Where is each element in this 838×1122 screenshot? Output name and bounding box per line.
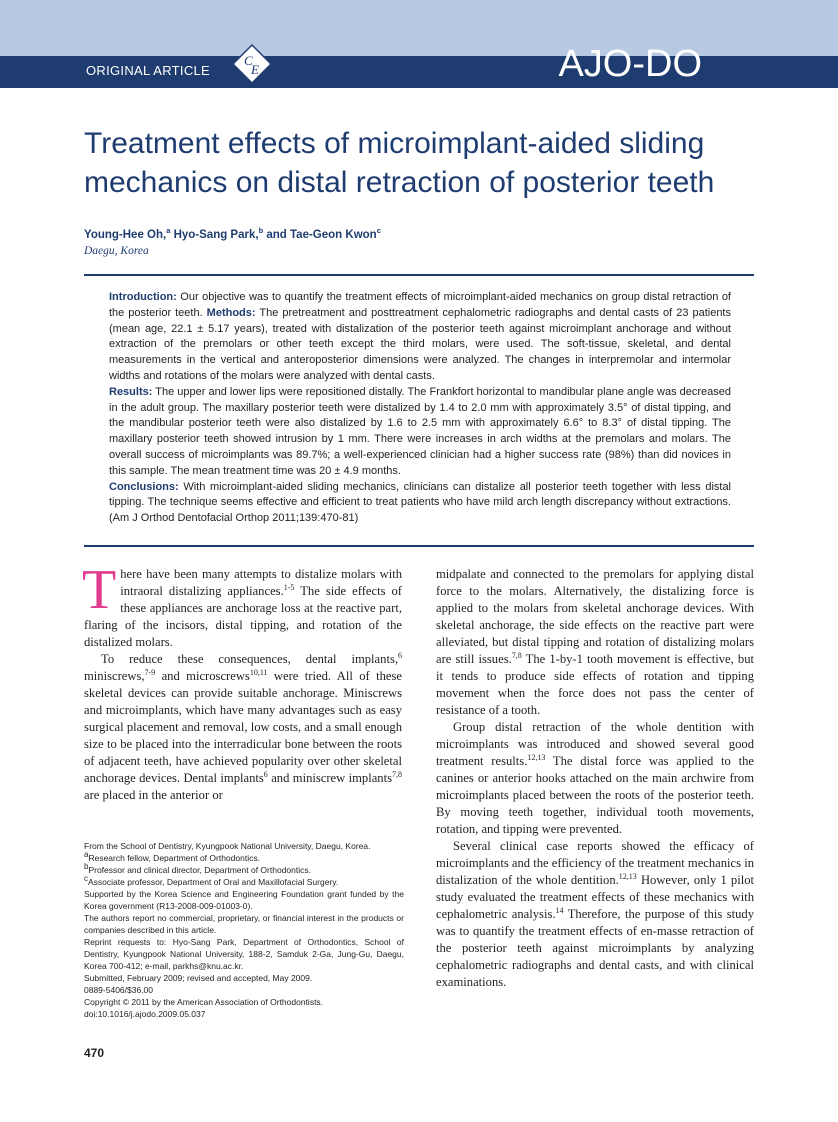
body-text: However, only 1 pilot study evaluated the treatment effects of these mechanics with cephalometric analysis.	[436, 873, 754, 921]
footnote-text: Research fellow, Department of Orthodontics.	[88, 853, 260, 863]
author-name: Hyo-Sang Park,	[170, 229, 259, 241]
ce-badge-e: E	[251, 62, 259, 77]
abstract-methods-text: The pretreatment and posttreatment cephalometric radiographs and dental casts of 23 patients (mean age, 22.1 ± 5.17 years), treated with distalization of the posterior teeth against microimplant anchorage and without extraction of the premolars or other teeth except the third molars, were used. The soft-tissue, skeletal, and dental measurements in the vertical and anteroposterior dimensions were analyzed. The changes in interpremolar and intermolar widths and rotations of the molars were analyzed with dental casts.	[109, 306, 731, 382]
footnote-text: Associate professor, Department of Oral and Maxillofacial Surgery.	[88, 877, 339, 887]
abstract-conclusions-text: With microimplant-aided sliding mechanics, clinicians can distalize all posterior teeth together with less distal tipping. The technique seems effective and efficient to treat patients who have mild arch length discrepancy without extractions. (Am J Orthod Dentofacial Orthop 2011;139:470-81)	[109, 480, 732, 525]
footnote-issn: 0889-5406/$36.00	[84, 985, 154, 995]
abstract-top-rule	[84, 274, 754, 276]
body-text: Therefore, the purpose of this study was to quantify the treatment effects of en-masse retraction of the posterior teeth against microimplants by analyzing cephalometric radiographs and dental casts, and with clinical examinations.	[436, 907, 754, 989]
footnote-reprint: Reprint requests to: Hyo-Sang Park, Department of Orthodontics, School of Dentistry, Kyungpook National University, 188-2, Samduk 2-Ga, Jung-Gu, Daegu, Korea 700-412; e-mail, parkhs@knu.ac.kr.	[84, 937, 404, 971]
footnote-conflict: The authors report no commercial, proprietary, or financial interest in the products or companies described in this article.	[84, 913, 404, 935]
author-affiliation-mark: a	[166, 226, 171, 236]
body-text: Group distal retraction of the whole dentition with microimplants was introduced and showed several good treatment results.	[436, 720, 754, 768]
drop-cap: T	[82, 559, 117, 621]
body-text: are placed in the anterior or	[84, 788, 223, 802]
author-name: and Tae-Geon Kwon	[263, 229, 377, 241]
author-affiliation-mark: c	[376, 226, 381, 236]
ce-badge-icon	[232, 44, 272, 84]
abstract-conclusions	[109, 480, 731, 527]
body-paragraph	[82, 559, 402, 651]
header-band-light	[0, 0, 838, 56]
body-text: The 1-by-1 tooth movement is effective, but it tends to produce side effects of rotation and tipping movement when the force does not pass the center of resistance of a tooth.	[436, 652, 754, 717]
abstract-results	[109, 385, 731, 480]
abstract-methods-label: Methods:	[206, 306, 256, 319]
citation: 7,8	[511, 650, 522, 660]
body-text: To reduce these consequences, dental implants,	[101, 652, 398, 666]
body-paragraph	[436, 838, 754, 991]
body-text: miniscrews,	[84, 669, 145, 683]
body-paragraph	[84, 651, 402, 804]
footnote-mark: b	[84, 862, 89, 872]
author-affiliation-mark: b	[258, 226, 264, 236]
footnote-text: Professor and clinical director, Department of Orthodontics.	[88, 865, 311, 875]
article-type-label: ORIGINAL ARTICLE	[86, 63, 211, 78]
abstract-introduction-text: Our objective was to quantify the treatment effects of microimplant-aided mechanics on group distal retraction of the posterior teeth.	[109, 291, 731, 319]
body-paragraph	[436, 719, 754, 838]
page-number: 470	[84, 1046, 105, 1060]
footnote-support: Supported by the Korea Science and Engineering Foundation grant funded by the Korea government (R13-2008-009-01003-0).	[84, 889, 404, 911]
body-text: and microscrews	[155, 669, 250, 683]
citation: 12,13	[618, 871, 637, 881]
footnote-doi: doi:10.1016/j.ajodo.2009.05.037	[84, 1009, 206, 1019]
abstract-results-label: Results:	[109, 385, 153, 398]
footnote-mark: a	[84, 850, 89, 860]
citation: 7-9	[144, 667, 156, 677]
citation: 1-5	[283, 582, 295, 592]
body-column-left	[82, 559, 403, 804]
footnote-affiliation: From the School of Dentistry, Kyungpook National University, Daegu, Korea.	[84, 841, 371, 851]
abstract-introduction-label: Introduction:	[109, 291, 177, 303]
author-name: Young-Hee Oh,	[84, 229, 167, 241]
citation: 10,11	[249, 667, 268, 677]
body-text: and miniscrew implants	[267, 771, 393, 785]
body-text: The distal force was applied to the canines or anterior hooks attached on the main archwire from microimplants placed between the roots of the posterior teeth. By moving teeth together, individual tooth movements, rotation, and tipping were prevented.	[436, 754, 754, 836]
footnote-submitted: Submitted, February 2009; revised and accepted, May 2009.	[84, 973, 313, 983]
abstract-bottom-rule	[84, 545, 754, 547]
author-line	[84, 226, 381, 241]
footnote-item	[84, 852, 404, 864]
journal-name: AJO-DO	[558, 43, 702, 85]
footnote-item	[84, 864, 404, 876]
footnote-copyright: Copyright © 2011 by the American Association of Orthodontists.	[84, 997, 324, 1007]
abstract-conclusions-label: Conclusions:	[109, 480, 179, 493]
body-paragraph	[436, 566, 754, 719]
body-text: midpalate and connected to the premolars for applying distal force to the molars. Alternatively, the distalizing force is applied to the molars from skeletal anchorage devices. With skeletal anchorage, the side effects on the reactive part were alleviated, but distal tipping and rotation of distalizing molars are still issues.	[436, 567, 754, 666]
abstract-results-text: The upper and lower lips were repositioned distally. The Frankfort horizontal to mandibular plane angle was decreased in the adult group. The maxillary posterior teeth were distalized by 1.4 to 2.0 mm with approximately 3.5° of distal tipping, and the mandibular posterior teeth were also distalized by 1.6 to 2.5 mm with approximately 6.6° to 8.3° of distal tipping. The maxillary posterior teeth showed intrusion by 1 mm. There were increases in arch widths at the premolars and molars. The overall success of microimplants was 89.7%; a well-experienced clinician had a higher success rate (98%) than did novices in this sample. The mean treatment time was 20 ± 4.9 months.	[109, 385, 731, 477]
body-text: Several clinical case reports showed the efficacy of microimplants and the efficiency of the treatment mechanics in distalization of the whole dentition.	[436, 839, 754, 887]
footnotes	[84, 840, 404, 1020]
citation: 12,13	[527, 752, 546, 762]
body-column-right	[436, 566, 754, 991]
citation: 7,8	[392, 769, 403, 779]
citation: 6	[398, 650, 402, 660]
footnote-mark: c	[84, 874, 88, 884]
abstract	[109, 290, 731, 527]
citation: 14	[555, 905, 564, 915]
article-title: Treatment effects of microimplant-aided sliding mechanics on distal retraction of posterior teeth	[84, 127, 715, 199]
body-text: The side effects of these appliances are anchorage loss at the reactive part, flaring of the incisors, distal tipping, and rotation of the distalized molars.	[84, 584, 402, 649]
footnote-item	[84, 876, 404, 888]
author-location: Daegu, Korea	[84, 245, 149, 257]
body-text: here have been many attempts to distalize molars with intraoral distalizing appliances.	[120, 567, 402, 598]
ce-badge-c: C	[244, 53, 253, 68]
citation: 6	[263, 769, 268, 779]
abstract-intro-methods	[109, 290, 731, 385]
body-text: were tried. All of these skeletal devices can provide suitable anchorage. Miniscrews and microimplants, which have many advantages such as easy surgical placement and removal, low costs, and a small enough size to be placed into the interradicular bone between the roots of adjacent teeth, have achieved popularity over other skeletal anchorage devices. Dental implants	[84, 669, 402, 785]
